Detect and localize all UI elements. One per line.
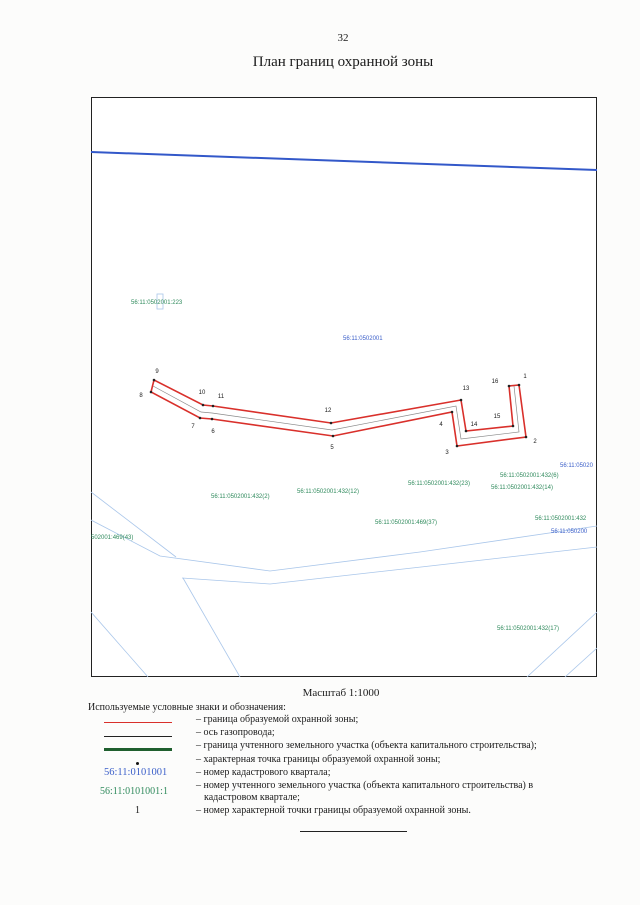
characteristic-point xyxy=(330,422,333,425)
parcel-number-label: 56:11:0502001:432(12) xyxy=(297,489,359,495)
characteristic-point xyxy=(211,418,214,421)
characteristic-point xyxy=(199,417,202,420)
characteristic-point xyxy=(525,436,528,439)
characteristic-point xyxy=(518,384,521,387)
point-number: 12 xyxy=(324,408,332,414)
characteristic-point xyxy=(456,445,459,448)
characteristic-point xyxy=(512,425,515,428)
point-number: 7 xyxy=(191,424,195,430)
page-title: План границ охранной зоны xyxy=(252,54,434,70)
legend-item-text: – граница образуемой охранной зоны; xyxy=(196,714,359,725)
point-number: 16 xyxy=(491,379,499,385)
parcel-number-label: 56:11:0502001:432(6) xyxy=(500,473,559,479)
legend-item-text-continued: кадастровом квартале; xyxy=(204,792,300,803)
parcel-number-sample: 56:11:0101001:1 xyxy=(100,786,168,797)
characteristic-point xyxy=(451,411,454,414)
characteristic-point xyxy=(508,385,511,388)
point-number: 6 xyxy=(211,429,215,435)
parcel-number-label: 56:11:0502001:432(17) xyxy=(497,626,559,632)
characteristic-point xyxy=(212,405,215,408)
legend-item-text: – номер характерной точки границы образуемой охранной зоны. xyxy=(196,805,471,816)
characteristic-point-dot-icon xyxy=(136,762,139,765)
page-number: 32 xyxy=(337,32,349,44)
point-number: 10 xyxy=(198,390,206,396)
characteristic-point xyxy=(460,399,463,402)
closing-rule xyxy=(300,831,407,832)
point-number: 3 xyxy=(445,450,449,456)
point-number: 5 xyxy=(330,445,334,451)
point-number: 14 xyxy=(470,422,478,428)
point-number: 13 xyxy=(462,386,470,392)
parcel-number-label: 56:11:0502001:432(2) xyxy=(211,494,270,500)
parcel-number-label: 502001:469(43) xyxy=(91,535,134,541)
parcel-number-label: 56:11:0502001:432 xyxy=(535,516,587,522)
zone-boundary-line-sample xyxy=(104,722,172,723)
point-number: 8 xyxy=(139,393,143,399)
parcel-number-label: 56:11:0502001:432(14) xyxy=(491,485,553,491)
legend-item-text: – характерная точка границы образуемой охранной зоны; xyxy=(196,754,441,765)
quarter-number-label: 56:11:05020 xyxy=(560,463,593,469)
legend-item-text: – номер кадастрового квартала; xyxy=(196,767,331,778)
legend-item-text: – ось газопровода; xyxy=(196,727,275,738)
point-number-sample: 1 xyxy=(135,805,140,816)
boundary-plan-map xyxy=(91,97,597,677)
characteristic-point xyxy=(332,435,335,438)
parcel-number-label: 56:11:0502001:432(23) xyxy=(408,481,470,487)
parcel-boundary-line-sample xyxy=(104,748,172,751)
gas-axis-line-sample xyxy=(104,736,172,737)
characteristic-point xyxy=(153,379,156,382)
parcel-number-label: 56:11:0502001:223 xyxy=(131,300,183,306)
quarter-number-label: 56:11:050200 xyxy=(551,529,588,535)
characteristic-point xyxy=(202,404,205,407)
point-number: 1 xyxy=(523,374,527,380)
point-number: 2 xyxy=(533,439,537,445)
legend-heading: Используемые условные знаки и обозначения: xyxy=(88,702,286,713)
legend-item-text: – номер учтенного земельного участка (объекта капитального строительства) в xyxy=(196,780,534,791)
point-number: 15 xyxy=(493,414,501,420)
parcel-number-label: 56:11:0502001:469(37) xyxy=(375,520,437,526)
legend-item-text: – граница учтенного земельного участка (объекта капитального строительства); xyxy=(196,740,537,751)
point-number: 4 xyxy=(439,422,443,428)
quarter-number-sample: 56:11:0101001 xyxy=(104,767,168,778)
quarter-number-label: 56:11:0502001 xyxy=(343,336,383,342)
point-number: 9 xyxy=(155,369,159,375)
characteristic-point xyxy=(465,430,468,433)
map-scale: Масштаб 1:1000 xyxy=(302,687,380,699)
point-number: 11 xyxy=(217,394,225,400)
characteristic-point xyxy=(150,391,153,394)
